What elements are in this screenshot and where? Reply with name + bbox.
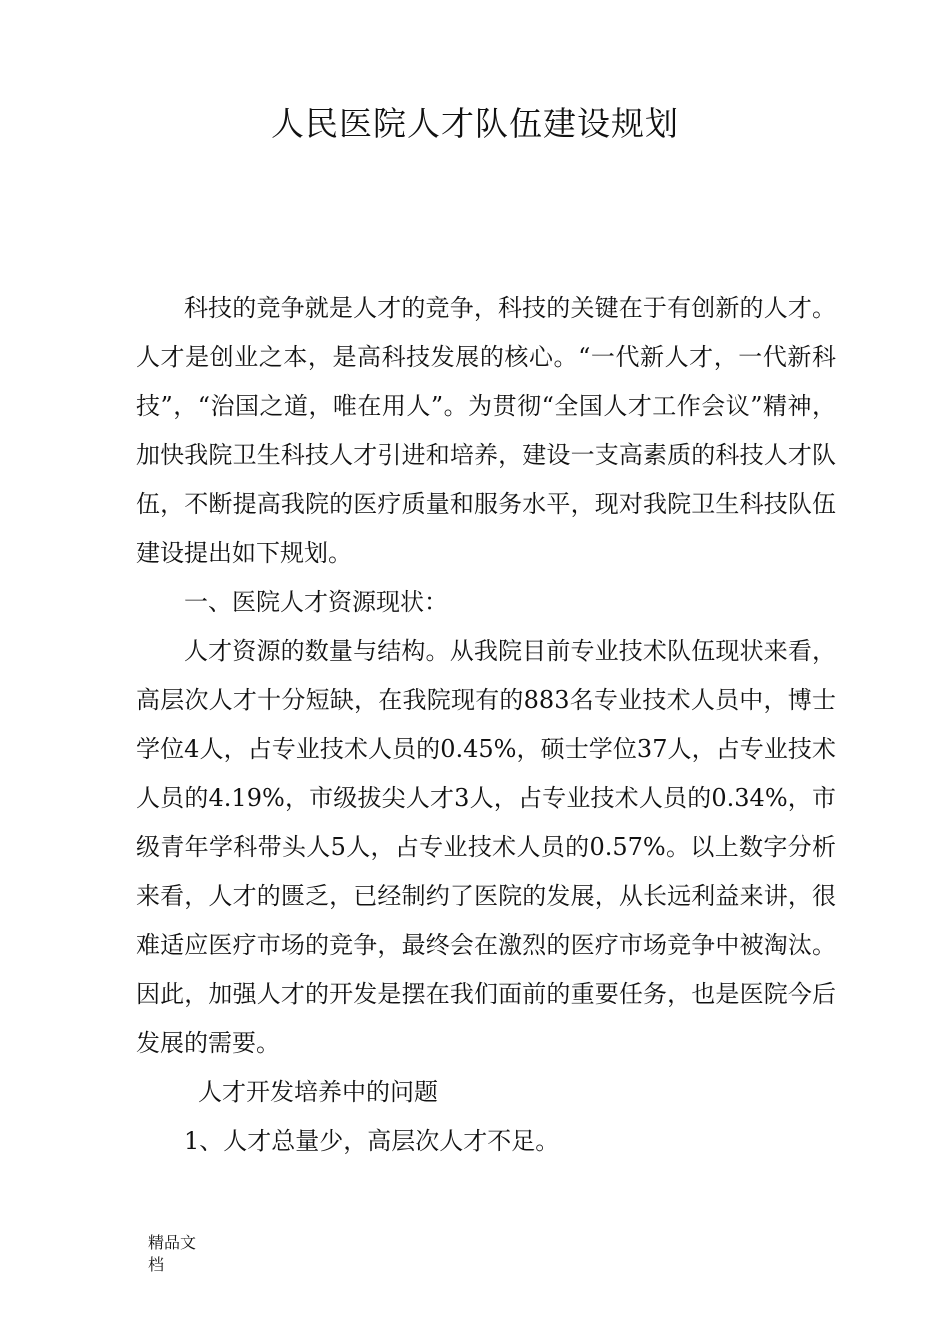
- document-title: 人民医院人才队伍建设规划: [271, 104, 679, 143]
- intro-paragraph: 科技的竞争就是人才的竞争，科技的关键在于有创新的人才。人才是创业之本，是高科技发展的核心。“一代新人才，一代新科技”，“治国之道，唯在用人”。为贯彻“全国人才工作会议”精神，加快我院卫生科技人才引进和培养，建设一支高素质的科技人才队伍，不断提高我院的医疗质量和服务水平，现对我院卫生科技队伍建设提出如下规划。: [136, 294, 836, 567]
- talent-resources-paragraph: 人才资源的数量与结构。从我院目前专业技术队伍现状来看，高层次人才十分短缺，在我院现有的883名专业技术人员中，博士学位4人，占专业技术人员的0.45%，硕士学位37人，占专业技术人员的4.19%，市级拔尖人才3人，占专业技术人员的0.34%，市级青年学科带头人5人，占专业技术人员的0.57%。以上数字分析来看，人才的匮乏，已经制约了医院的发展，从长远利益来讲，很难适应医疗市场的竞争，最终会在激烈的医疗市场竞争中被淘汰。因此，加强人才的开发是摆在我们面前的重要任务，也是医院今后发展的需要。: [136, 637, 836, 1057]
- subheading-problems: 人才开发培养中的问题: [198, 1078, 438, 1106]
- section-heading-status: 一、医院人才资源现状：: [184, 588, 448, 616]
- footer-label: 精品文档: [148, 1233, 197, 1274]
- list-item-1: 1、人才总量少，高层次人才不足。: [184, 1127, 560, 1155]
- document-body: [136, 284, 836, 1166]
